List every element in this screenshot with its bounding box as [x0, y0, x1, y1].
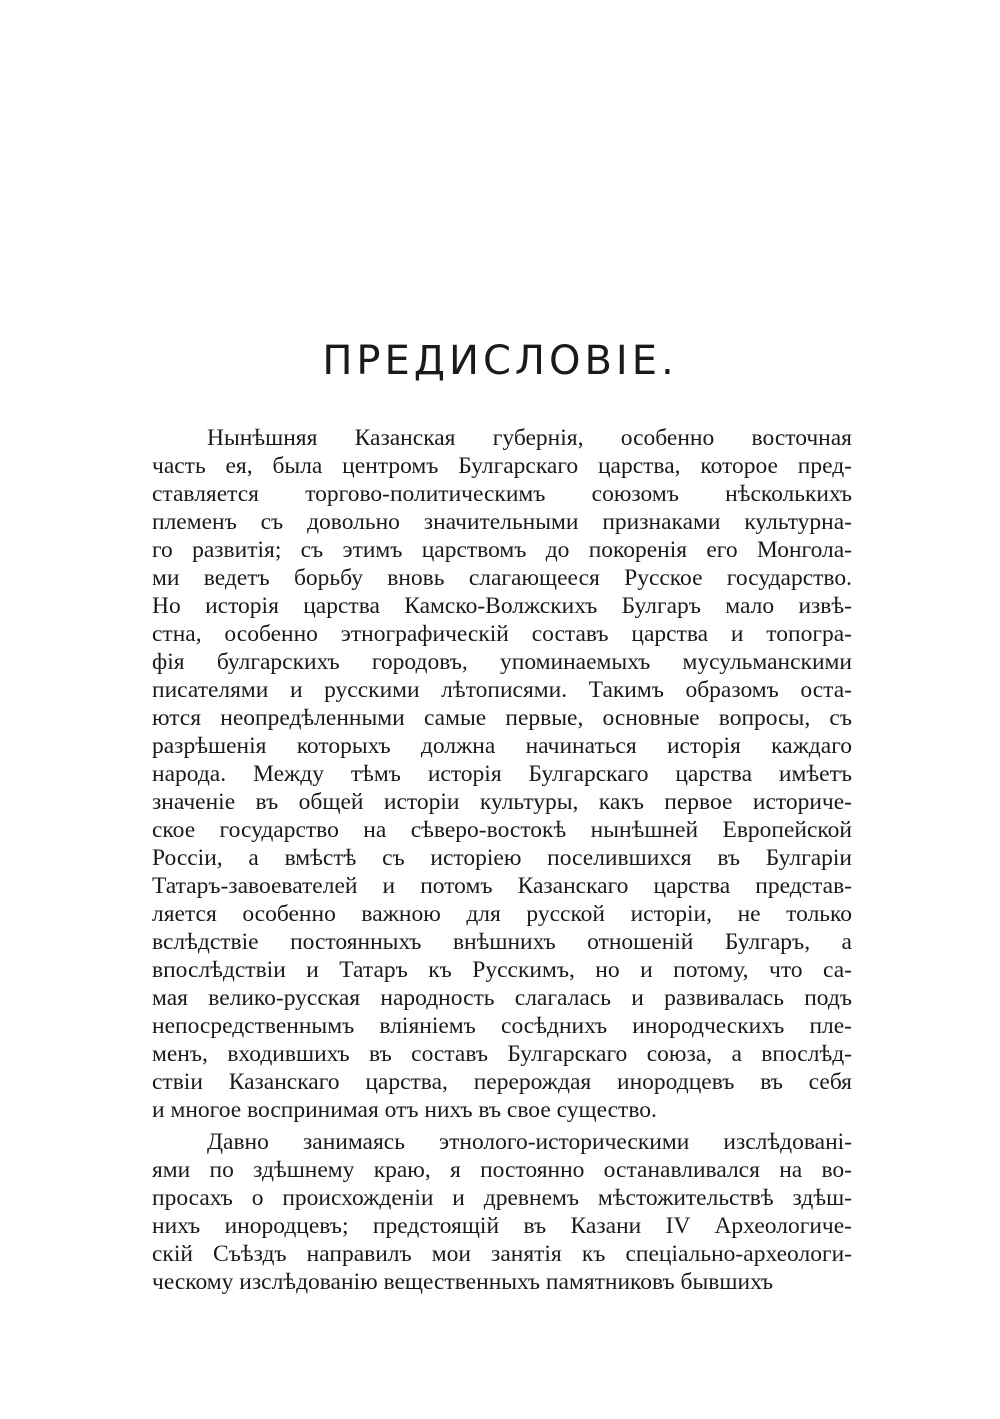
text-line: значенiе въ общей исторiи культуры, какъ первое историче- — [152, 789, 852, 815]
text-line: писателями и русскими лѣтописями. Такимъ образомъ оста- — [152, 677, 852, 703]
text-line: ское государство на сѣверо-востокѣ нынѣшней Европейской — [152, 817, 852, 843]
text-line: впослѣдствiи и Татаръ къ Русскимъ, но и потому, что са- — [152, 957, 852, 983]
text-line: нихъ инородцевъ; предстоящiй въ Казани IV Археологиче- — [152, 1213, 852, 1239]
text-line: ются неопредѣленными самые первые, основные вопросы, съ — [152, 705, 852, 731]
text-line: менъ, входившихъ въ составъ Булгарскаго союза, а впослѣд- — [152, 1041, 852, 1067]
text-line: стна, особенно этнографическiй составъ царства и топогра- — [152, 621, 852, 647]
text-line: вслѣдствiе постоянныхъ внѣшнихъ отношенiй Булгаръ, а — [152, 929, 852, 955]
text-line: племенъ съ довольно значительными признаками культурна- — [152, 509, 852, 535]
text-line: скiй Съѣздъ направилъ мои занятiя къ спецiально-археологи- — [152, 1241, 852, 1267]
text-line: го развитiя; съ этимъ царствомъ до покоренiя его Монгола- — [152, 537, 852, 563]
text-line: Нынѣшняя Казанская губернiя, особенно восточная — [207, 425, 852, 451]
text-line: Татаръ-завоевателей и потомъ Казанскаго царства представ- — [152, 873, 852, 899]
text-line: просахъ о происхожденiи и древнемъ мѣстожительствѣ здѣш- — [152, 1185, 852, 1211]
text-line: ставляется торгово-политическимъ союзомъ нѣсколькихъ — [152, 481, 852, 507]
text-line: ляется особенно важною для русской исторiи, не только — [152, 901, 852, 927]
text-line: ми ведетъ борьбу вновь слагающееся Русское государство. — [152, 565, 852, 591]
paragraph — [152, 424, 852, 1124]
text-line: мая велико-русская народность слагалась и развивалась подъ — [152, 985, 852, 1011]
text-line: Россiи, а вмѣстѣ съ исторiею поселившихся въ Булгарiи — [152, 845, 852, 871]
text-line: разрѣшенiя которыхъ должна начинаться исторiя каждаго — [152, 733, 852, 759]
paragraph — [152, 1128, 852, 1296]
text-line: ями по здѣшнему краю, я постоянно останавливался на во- — [152, 1157, 852, 1183]
text-line: Давно занимаясь этнолого-историческими изслѣдованi- — [207, 1129, 852, 1155]
text-line: часть ея, была центромъ Булгарскаго царства, которое пред- — [152, 453, 852, 479]
body-text — [152, 424, 852, 1296]
page-title: ПРЕДИСЛОВIЕ. — [322, 338, 678, 384]
text-line: ческому изслѣдованiю вещественныхъ памятниковъ бывшихъ — [152, 1269, 774, 1295]
text-line: фiя булгарскихъ городовъ, упоминаемыхъ мусульманскими — [152, 649, 852, 675]
text-line: непосредственнымъ влiянiемъ сосѣднихъ инородческихъ пле- — [152, 1013, 852, 1039]
text-line: Но исторiя царства Камско-Волжскихъ Булгаръ мало извѣ- — [152, 593, 852, 619]
text-line: и многое воспринимая отъ нихъ въ свое существо. — [152, 1097, 657, 1123]
text-line: народа. Между тѣмъ исторiя Булгарскаго царства имѣетъ — [152, 761, 852, 787]
text-line: ствiи Казанскаго царства, перерождая инородцевъ въ себя — [152, 1069, 852, 1095]
